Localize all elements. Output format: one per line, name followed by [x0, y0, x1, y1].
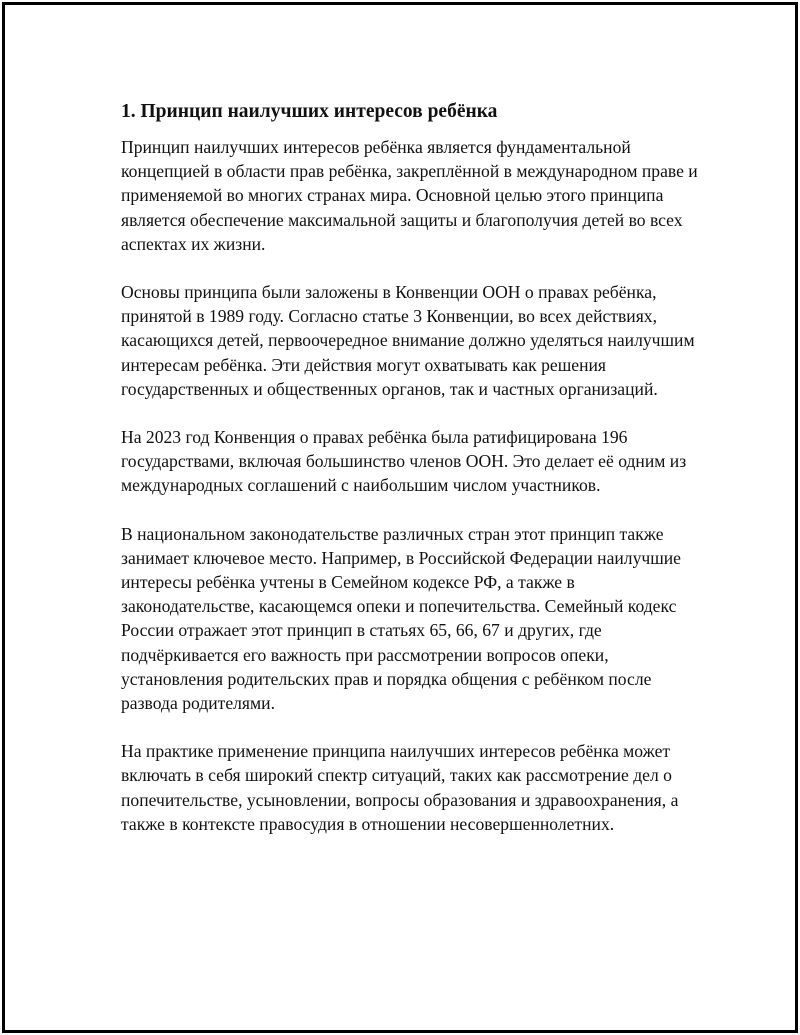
- paragraph-5: На практике применение принципа наилучших интересов ребёнка может включать в себя широкий спектр ситуаций, таких как рассмотрение дел о попечительстве, усыновлении, вопросы образования и здравоохранения, а также в контексте правосудия в отношении несовершеннолетних.: [121, 741, 679, 834]
- paragraph-2: Основы принципа были заложены в Конвенции ООН о правах ребёнка, принятой в 1989 году. Согласно статье 3 Конвенции, во всех действиях, касающихся детей, первоочередное внимание должно уделяться наилучшим интересам ребёнка. Эти действия могут охватывать как решения государственных и общественных органов, так и частных организаций.: [121, 282, 695, 399]
- paragraph-1: Принцип наилучших интересов ребёнка является фундаментальной концепцией в области прав ребёнка, закреплённой в международном праве и применяемой во многих странах мира. Основной целью этого принципа является обеспечение максимальной защиты и благополучия детей во всех аспектах их жизни.: [121, 137, 698, 254]
- page-frame: [2, 2, 798, 1033]
- paragraph-3: На 2023 год Конвенция о правах ребёнка была ратифицирована 196 государствами, включая большинство членов ООН. Это делает её одним из международных соглашений с наибольшим числом участников.: [121, 427, 687, 496]
- document-body: [121, 99, 701, 836]
- section-heading: 1. Принцип наилучших интересов ребёнка: [121, 101, 498, 122]
- paragraph-4: В национальном законодательстве различных стран этот принцип также занимает ключевое место. Например, в Российской Федерации наилучшие интересы ребёнка учтены в Семейном кодексе РФ, а также в законодательстве, касающемся опеки и попечительства. Семейный кодекс России отражает этот принцип в статьях 65, 66, 67 и других, где подчёркивается его важность при рассмотрении вопросов опеки, установления родительских прав и порядка общения с ребёнком после развода родителями.: [121, 523, 681, 714]
